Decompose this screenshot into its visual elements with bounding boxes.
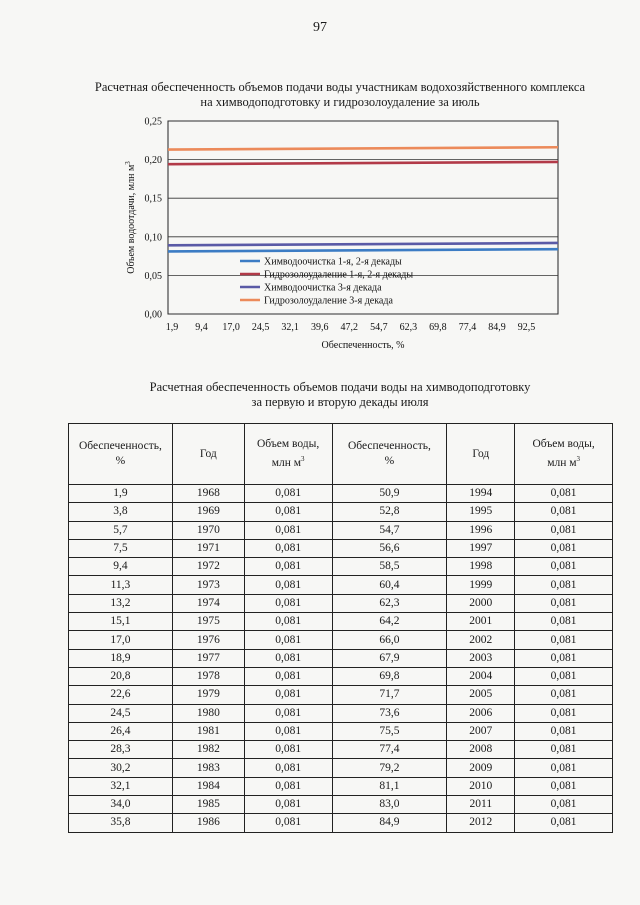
table-cell: 1994 xyxy=(447,485,515,503)
header-obesp-2: Обеспеченность, % xyxy=(332,424,447,485)
data-table xyxy=(68,423,613,833)
table-cell: 1977 xyxy=(172,649,244,667)
table-cell: 1970 xyxy=(172,521,244,539)
table-cell: 11,3 xyxy=(69,576,173,594)
x-tick-label: 32,1 xyxy=(281,322,299,333)
table-cell: 0,081 xyxy=(515,667,613,685)
legend-label-1: Гидрозолоудаление 1-я, 2-я декады xyxy=(264,269,414,281)
y-tick-label: 0,20 xyxy=(144,155,162,167)
table-body xyxy=(69,485,613,833)
table-cell: 56,6 xyxy=(332,539,447,557)
table-cell: 83,0 xyxy=(332,796,447,814)
table-cell: 1978 xyxy=(172,667,244,685)
chart-title-line2: на химводоподготовку и гидрозолоудаление за июль xyxy=(200,95,480,109)
table-cell: 1999 xyxy=(447,576,515,594)
table-cell: 34,0 xyxy=(69,796,173,814)
table-cell: 81,1 xyxy=(332,777,447,795)
table-cell: 1996 xyxy=(447,521,515,539)
x-tick-label: 92,5 xyxy=(517,322,536,333)
table-cell: 32,1 xyxy=(69,777,173,795)
table-cell: 60,4 xyxy=(332,576,447,594)
table-cell: 1982 xyxy=(172,741,244,759)
table-cell: 0,081 xyxy=(244,485,332,503)
legend-label-2: Химводоочистка 3-я декада xyxy=(264,282,382,294)
table-cell: 0,081 xyxy=(515,485,613,503)
series-line-2 xyxy=(168,243,558,245)
table-cell: 0,081 xyxy=(244,631,332,649)
x-tick-label: 54,7 xyxy=(370,322,388,333)
table-cell: 5,7 xyxy=(69,521,173,539)
x-tick-label: 62,3 xyxy=(399,322,418,333)
table-row xyxy=(69,814,613,832)
table-cell: 0,081 xyxy=(244,576,332,594)
header-volume-1: Объем воды, млн $м^3$ xyxy=(244,424,332,485)
table-cell: 1,9 xyxy=(69,485,173,503)
table-cell: 0,081 xyxy=(244,686,332,704)
y-tick-label: 0,10 xyxy=(144,232,162,244)
table-cell: 0,081 xyxy=(515,631,613,649)
table-cell: 0,081 xyxy=(515,576,613,594)
table-cell: 15,1 xyxy=(69,613,173,631)
table-row xyxy=(69,521,613,539)
table-cell: 0,081 xyxy=(244,558,332,576)
table-cell: 66,0 xyxy=(332,631,447,649)
table-cell: 24,5 xyxy=(69,704,173,722)
x-tick-label: 17,0 xyxy=(222,322,240,333)
table-cell: 75,5 xyxy=(332,722,447,740)
table-row xyxy=(69,777,613,795)
table-cell: 0,081 xyxy=(515,613,613,631)
table-cell: 69,8 xyxy=(332,667,447,685)
table-cell: 0,081 xyxy=(244,741,332,759)
table-cell: 71,7 xyxy=(332,686,447,704)
table-cell: 0,081 xyxy=(244,777,332,795)
table-row xyxy=(69,649,613,667)
table-cell: 1971 xyxy=(172,539,244,557)
y-tick-label: 0,05 xyxy=(144,270,162,282)
legend-label-3: Гидрозолоудаление 3-я декада xyxy=(264,295,393,307)
table-cell: 0,081 xyxy=(244,613,332,631)
table-cell: 2000 xyxy=(447,594,515,612)
table-cell: 0,081 xyxy=(515,539,613,557)
x-tick-label: 84,9 xyxy=(488,322,506,333)
table-cell: 0,081 xyxy=(244,594,332,612)
chart-title-line1: Расчетная обеспеченность объемов подачи воды участникам водохозяйственного комплекса xyxy=(94,80,586,94)
x-tick-label: 39,6 xyxy=(310,322,329,333)
table-cell: 0,081 xyxy=(515,649,613,667)
table-cell: 0,081 xyxy=(515,759,613,777)
header-obesp-1: Обеспеченность, % xyxy=(69,424,173,485)
header-volume-2: Объем воды, млн $м^3$ xyxy=(515,424,613,485)
table-cell: 0,081 xyxy=(515,503,613,521)
table-cell: 2003 xyxy=(447,649,515,667)
table-cell: 0,081 xyxy=(515,722,613,740)
table-cell: 13,2 xyxy=(69,594,173,612)
table-cell: 1984 xyxy=(172,777,244,795)
table-cell: 73,6 xyxy=(332,704,447,722)
table-cell: 1975 xyxy=(172,613,244,631)
table-cell: 2011 xyxy=(447,796,515,814)
table-cell: 1997 xyxy=(447,539,515,557)
table-cell: 7,5 xyxy=(69,539,173,557)
page-number: 97 xyxy=(313,20,327,35)
table-cell: 0,081 xyxy=(244,759,332,777)
table-cell: 2008 xyxy=(447,741,515,759)
table-cell: 62,3 xyxy=(332,594,447,612)
table-title-line2: за первую и вторую декады июля xyxy=(251,395,429,409)
table-row xyxy=(69,485,613,503)
table-cell: 1973 xyxy=(172,576,244,594)
table-cell: 2004 xyxy=(447,667,515,685)
table-cell: 0,081 xyxy=(515,777,613,795)
table-cell: 1981 xyxy=(172,722,244,740)
table-cell: 2002 xyxy=(447,631,515,649)
table-cell: 0,081 xyxy=(515,686,613,704)
table-cell: 0,081 xyxy=(244,796,332,814)
x-axis-label: Обеспеченность, % xyxy=(321,340,405,350)
table-row xyxy=(69,722,613,740)
table-cell: 2006 xyxy=(447,704,515,722)
x-tick-label: 9,4 xyxy=(195,322,208,333)
table-cell: 1979 xyxy=(172,686,244,704)
series-line-3 xyxy=(168,147,558,149)
series-line-0 xyxy=(168,249,558,251)
table-cell: 22,6 xyxy=(69,686,173,704)
table-cell: 64,2 xyxy=(332,613,447,631)
table-cell: 1968 xyxy=(172,485,244,503)
table-row xyxy=(69,576,613,594)
table-cell: 0,081 xyxy=(244,649,332,667)
table-cell: 77,4 xyxy=(332,741,447,759)
x-tick-label: 69,8 xyxy=(429,322,447,333)
table-cell: 1972 xyxy=(172,558,244,576)
table-header-row xyxy=(69,424,613,485)
header-year-2: Год xyxy=(447,424,515,485)
table-cell: 28,3 xyxy=(69,741,173,759)
x-tick-label: 1,9 xyxy=(165,322,179,333)
table-cell: 17,0 xyxy=(69,631,173,649)
table-row xyxy=(69,594,613,612)
table-cell: 79,2 xyxy=(332,759,447,777)
table-cell: 0,081 xyxy=(515,558,613,576)
table-cell: 2001 xyxy=(447,613,515,631)
table-cell: 54,7 xyxy=(332,521,447,539)
table-cell: 9,4 xyxy=(69,558,173,576)
table-row xyxy=(69,667,613,685)
header-year-1: Год xyxy=(172,424,244,485)
table-cell: 52,8 xyxy=(332,503,447,521)
table-cell: 0,081 xyxy=(515,814,613,832)
table-cell: 1974 xyxy=(172,594,244,612)
y-tick-label: 0,00 xyxy=(144,309,162,321)
x-tick-label: 47,2 xyxy=(340,322,359,333)
table-cell: 0,081 xyxy=(244,814,332,832)
y-axis-label xyxy=(124,161,137,274)
table-cell: 0,081 xyxy=(515,741,613,759)
table-row xyxy=(69,539,613,557)
table-cell: 1983 xyxy=(172,759,244,777)
table-row xyxy=(69,503,613,521)
table-title xyxy=(60,380,620,410)
table-cell: 0,081 xyxy=(515,594,613,612)
y-axis-label-sup: 3 xyxy=(124,161,132,165)
table-cell: 20,8 xyxy=(69,667,173,685)
table-cell: 1976 xyxy=(172,631,244,649)
table-cell: 0,081 xyxy=(515,796,613,814)
y-tick-label: 0,15 xyxy=(144,193,162,205)
table-cell: 2005 xyxy=(447,686,515,704)
x-tick-label: 77,4 xyxy=(458,322,477,333)
table-cell: 0,081 xyxy=(244,503,332,521)
series-line-1 xyxy=(168,162,558,164)
table-cell: 2012 xyxy=(447,814,515,832)
table-cell: 1969 xyxy=(172,503,244,521)
table-row xyxy=(69,686,613,704)
table-cell: 1985 xyxy=(172,796,244,814)
y-axis-label-text: Объем водоотдачи, млн м xyxy=(126,164,137,274)
table-row xyxy=(69,631,613,649)
table-row xyxy=(69,741,613,759)
table-cell: 0,081 xyxy=(244,704,332,722)
table-title-line1: Расчетная обеспеченность объемов подачи воды на химводоподготовку xyxy=(149,380,531,394)
table-cell: 1995 xyxy=(447,503,515,521)
table-cell: 1998 xyxy=(447,558,515,576)
table-cell: 0,081 xyxy=(244,667,332,685)
table-cell: 35,8 xyxy=(69,814,173,832)
table-row xyxy=(69,613,613,631)
table-row xyxy=(69,759,613,777)
table-row xyxy=(69,704,613,722)
table-cell: 58,5 xyxy=(332,558,447,576)
table-cell: 0,081 xyxy=(515,704,613,722)
table-cell: 2009 xyxy=(447,759,515,777)
table-cell: 0,081 xyxy=(244,539,332,557)
table-cell: 0,081 xyxy=(244,722,332,740)
table-cell: 0,081 xyxy=(244,521,332,539)
table-cell: 30,2 xyxy=(69,759,173,777)
y-tick-label: 0,25 xyxy=(144,116,162,128)
table-row xyxy=(69,558,613,576)
table-cell: 50,9 xyxy=(332,485,447,503)
table-cell: 18,9 xyxy=(69,649,173,667)
table-cell: 26,4 xyxy=(69,722,173,740)
table-cell: 3,8 xyxy=(69,503,173,521)
table-cell: 67,9 xyxy=(332,649,447,667)
table-row xyxy=(69,796,613,814)
table-cell: 2010 xyxy=(447,777,515,795)
table-cell: 1980 xyxy=(172,704,244,722)
table-cell: 2007 xyxy=(447,722,515,740)
chart xyxy=(110,105,580,350)
legend-label-0: Химводоочистка 1-я, 2-я декады xyxy=(264,256,402,268)
table-cell: 84,9 xyxy=(332,814,447,832)
table-cell: 1986 xyxy=(172,814,244,832)
table-cell: 0,081 xyxy=(515,521,613,539)
x-tick-label: 24,5 xyxy=(251,322,270,333)
